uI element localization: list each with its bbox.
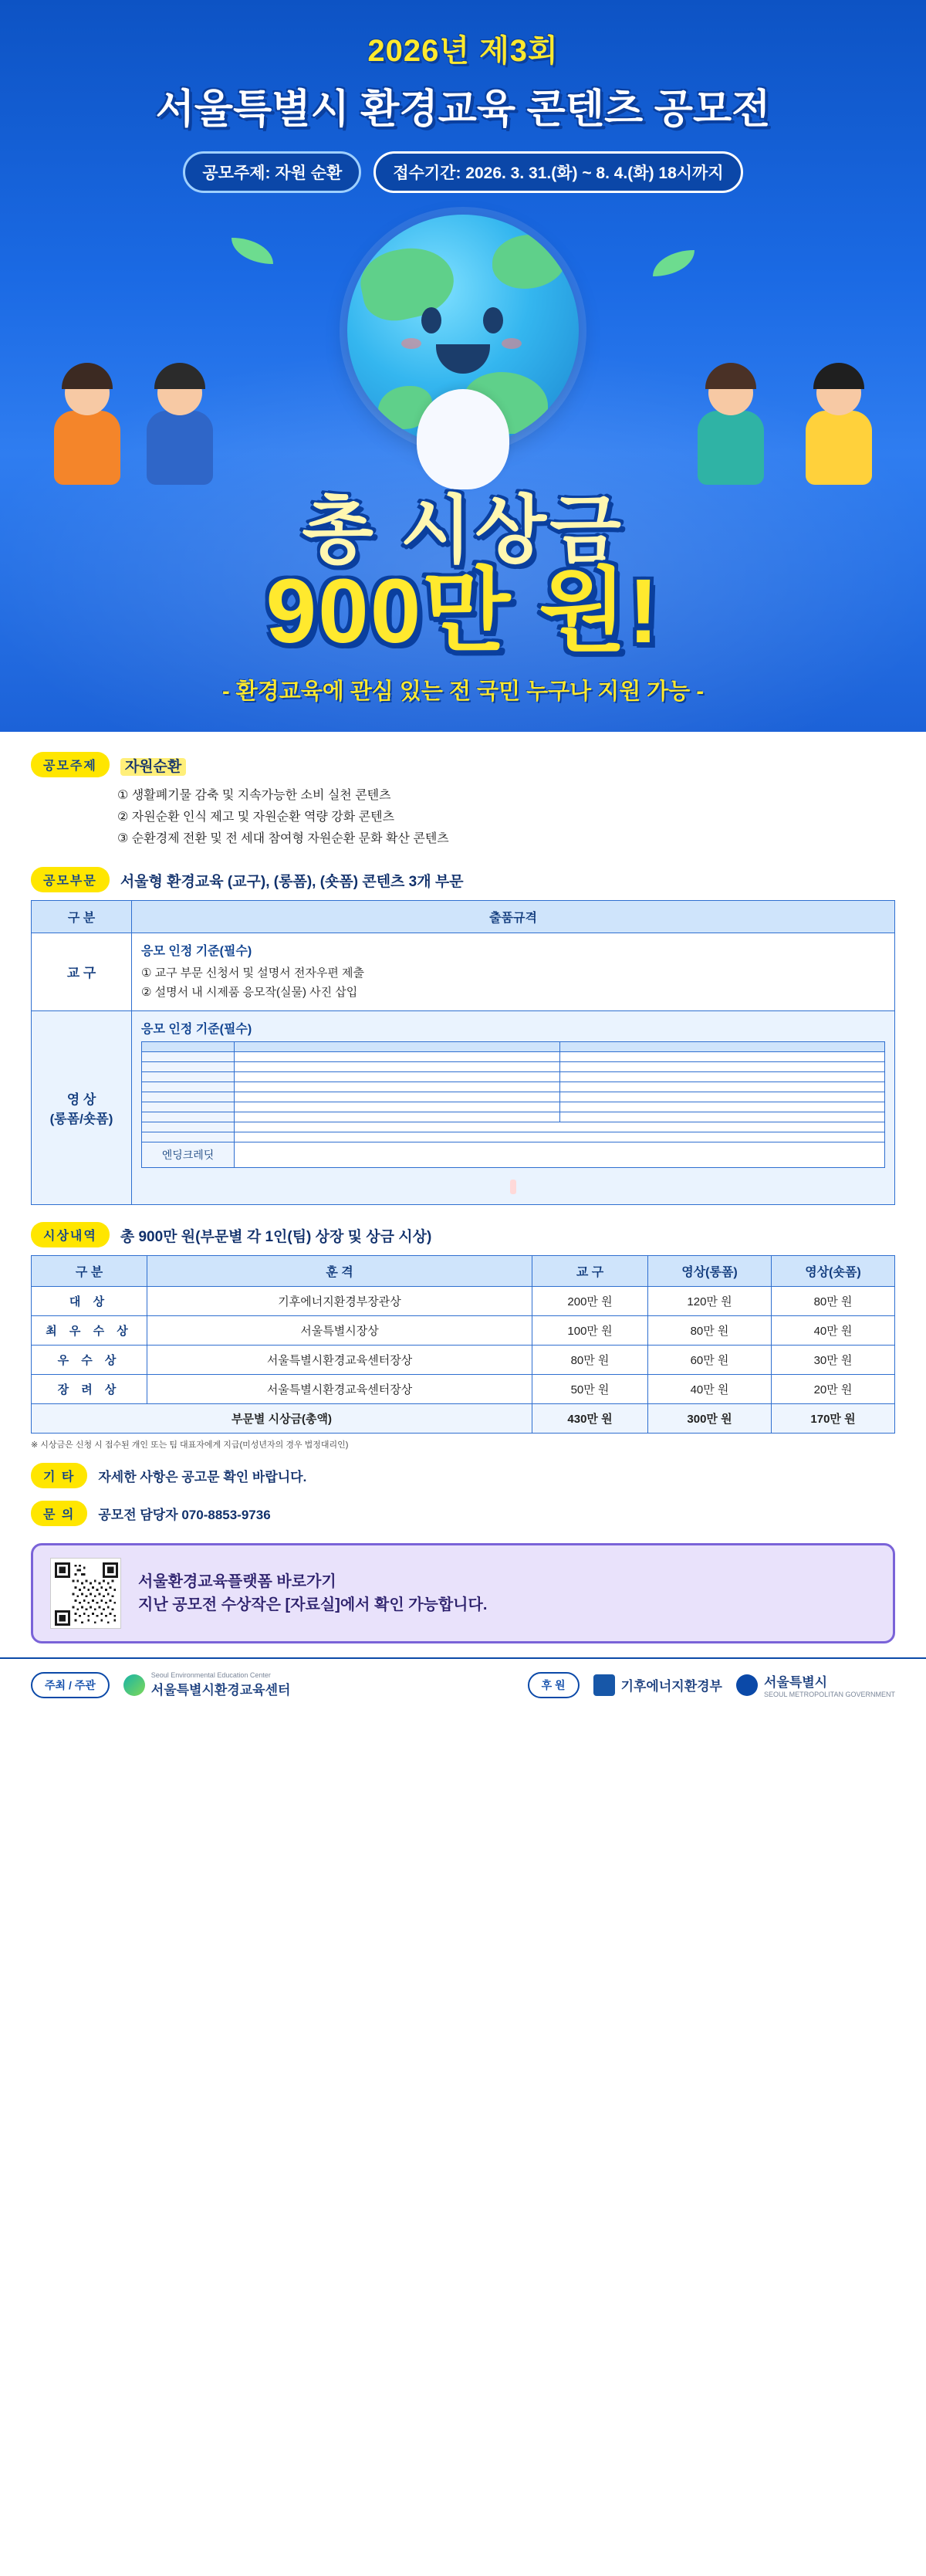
spec-key — [142, 1051, 235, 1061]
row-division-label: 영 상 (롱폼/숏폼) — [32, 1010, 132, 1205]
spec-key — [142, 1071, 235, 1082]
spec-short — [559, 1112, 885, 1122]
col-header-division: 구 분 — [32, 900, 132, 933]
division-title: 서울형 환경교육 (교구), (롱폼), (숏폼) 콘텐츠 3개 부문 — [120, 873, 464, 890]
spec-short — [559, 1051, 885, 1061]
title-small: 2026년 제3회 — [367, 34, 559, 68]
section-awards-header — [31, 1222, 895, 1247]
qr-line-2: 지난 공모전 수상작은 [자료실]에서 확인 가능합니다. — [138, 1596, 488, 1614]
spec-short — [559, 1102, 885, 1112]
awards-col-header: 교 구 — [532, 1256, 648, 1287]
kid-illustration-3 — [698, 371, 764, 485]
hand-icon — [417, 389, 509, 489]
criteria-item: ① 교구 부문 신청서 및 설명서 전자우편 제출 — [141, 966, 364, 980]
table-row — [32, 933, 895, 1010]
hero-pill-row — [0, 151, 926, 193]
table-row — [142, 1082, 885, 1092]
division-table — [31, 900, 895, 1206]
prize-line-1: 총 시상금 — [302, 489, 624, 572]
table-row — [32, 1316, 895, 1346]
spec-key — [142, 1061, 235, 1071]
qr-text — [138, 1570, 487, 1616]
table-row — [142, 1132, 885, 1142]
award-long-prize: 40만 원 — [648, 1375, 772, 1404]
host-org-title: 서울특별시환경교육센터 — [150, 1683, 291, 1698]
qr-line-1: 서울환경교육플랫폼 바로가기 — [138, 1573, 336, 1591]
award-honor: 기후에너지환경부장관상 — [147, 1287, 532, 1316]
spec-long — [235, 1051, 560, 1061]
award-rank: 우 수 상 — [32, 1346, 147, 1375]
col-header-spec: 출품규격 — [132, 900, 895, 933]
support-org — [593, 1674, 722, 1696]
hero-subtitle: - 환경교육에 관심 있는 전 국민 누구나 지원 가능 - — [221, 679, 705, 704]
leaf-icon — [653, 250, 694, 276]
section-topic-header — [31, 752, 895, 777]
award-short-prize: 80만 원 — [772, 1287, 895, 1316]
spec-long — [235, 1092, 560, 1102]
video-spec-table — [141, 1041, 885, 1168]
spec-key — [142, 1122, 235, 1132]
badge-period: 접수기간: 2026. 3. 31.(화) ~ 8. 4.(화) 18시까지 — [373, 151, 742, 193]
spec-merged — [235, 1142, 885, 1167]
award-short-prize: 40만 원 — [772, 1316, 895, 1346]
awards-title: 총 900만 원(부문별 각 1인(팀) 상장 및 상금 시상) — [120, 1229, 432, 1246]
award-rank: 장 려 상 — [32, 1375, 147, 1404]
host-label: 주최 / 주관 — [31, 1672, 110, 1698]
award-rank: 최 우 수 상 — [32, 1316, 147, 1346]
total-long: 300만 원 — [648, 1404, 772, 1434]
spec-short — [559, 1082, 885, 1092]
award-honor: 서울특별시환경교육센터장상 — [147, 1375, 532, 1404]
table-row — [32, 1010, 895, 1205]
spec-key — [142, 1082, 235, 1092]
city-org-title: 서울특별시 — [763, 1675, 828, 1691]
content-area — [0, 732, 926, 1644]
awards-col-header: 영상(숏폼) — [772, 1256, 895, 1287]
section-division-header — [31, 867, 895, 892]
table-head-row — [32, 900, 895, 933]
topic-item: ① 생활폐기물 감축 및 지속가능한 소비 실천 콘텐츠 — [117, 788, 391, 802]
spec-key — [142, 1112, 235, 1122]
total-label: 부문별 시상금(총액) — [32, 1404, 532, 1434]
table-row — [142, 1122, 885, 1132]
kid-illustration-1 — [54, 371, 120, 485]
award-tool-prize: 200만 원 — [532, 1287, 648, 1316]
spec-short — [559, 1071, 885, 1082]
leaf-icon — [231, 238, 273, 264]
video-spec-title: 응모 인정 기준(필수) — [141, 1022, 252, 1036]
total-tool: 430만 원 — [532, 1404, 648, 1434]
host-org-sub: Seoul Environmental Education Center — [150, 1671, 271, 1680]
city-org — [736, 1671, 895, 1698]
badge-topic: 공모주제: 자원 순환 — [183, 151, 361, 193]
criteria-item: ② 설명서 내 시제품 응모작(실물) 사진 삽입 — [141, 986, 358, 1000]
total-short: 170만 원 — [772, 1404, 895, 1434]
table-row — [142, 1112, 885, 1122]
award-long-prize: 60만 원 — [648, 1346, 772, 1375]
spec-merged — [235, 1122, 885, 1132]
qr-code-icon[interactable] — [50, 1558, 121, 1629]
table-head-row — [32, 1256, 895, 1287]
awards-col-header: 영상(롱폼) — [648, 1256, 772, 1287]
section-inquiry — [31, 1501, 895, 1526]
topic-item: ③ 순환경제 전환 및 전 세대 참여형 자원순환 문화 확산 콘텐츠 — [117, 831, 449, 845]
hero-titles — [0, 26, 926, 193]
table-row — [142, 1092, 885, 1102]
table-row — [142, 1102, 885, 1112]
prize-line-2: 900만 원! — [265, 560, 661, 662]
city-org-name — [764, 1671, 895, 1698]
table-row — [142, 1071, 885, 1082]
hero-section — [0, 0, 926, 732]
award-rank: 대 상 — [32, 1287, 147, 1316]
spec-key — [142, 1102, 235, 1112]
table-row-total — [32, 1404, 895, 1434]
awards-col-header: 구 분 — [32, 1256, 147, 1287]
kid-illustration-2 — [147, 371, 213, 485]
qr-banner[interactable] — [31, 1543, 895, 1643]
etc-text: 자세한 사항은 공고문 확인 바랍니다. — [98, 1470, 307, 1485]
award-honor: 서울특별시환경교육센터장상 — [147, 1346, 532, 1375]
inquiry-text: 공모전 담당자 070-8853-9736 — [98, 1508, 271, 1523]
spec-long — [235, 1061, 560, 1071]
footer — [0, 1657, 926, 1715]
award-honor: 서울특별시장상 — [147, 1316, 532, 1346]
spec-col-header — [142, 1041, 235, 1051]
illustration — [0, 207, 926, 485]
ministry-logo-icon — [593, 1674, 615, 1696]
spec-long — [235, 1102, 560, 1112]
awards-table — [31, 1255, 895, 1434]
city-org-sub: SEOUL METROPOLITAN GOVERNMENT — [763, 1691, 895, 1699]
table-row — [142, 1051, 885, 1061]
spec-col-header — [559, 1041, 885, 1051]
award-tool-prize: 80만 원 — [532, 1346, 648, 1375]
award-short-prize: 30만 원 — [772, 1346, 895, 1375]
table-row — [32, 1346, 895, 1375]
table-row — [142, 1061, 885, 1071]
seoul-eec-logo-icon — [123, 1674, 145, 1696]
kid-illustration-4 — [806, 371, 872, 485]
topic-bullets — [117, 785, 895, 850]
table-row — [32, 1287, 895, 1316]
awards-note: ※ 시상금은 신청 시 접수된 개인 또는 팀 대표자에게 지급(미성년자의 경우 법정대리인) — [31, 1440, 349, 1450]
award-short-prize: 20만 원 — [772, 1375, 895, 1404]
criteria-title: 응모 인정 기준(필수) — [141, 944, 252, 958]
tag-division: 공모부문 — [31, 867, 110, 892]
title-main: 서울특별시 환경교육 콘텐츠 공모전 — [155, 87, 771, 132]
spec-key — [142, 1092, 235, 1102]
tag-etc: 기 타 — [31, 1463, 87, 1488]
spec-merged — [235, 1132, 885, 1142]
spec-key — [142, 1132, 235, 1142]
seoul-logo-icon — [736, 1674, 758, 1696]
section-etc — [31, 1463, 895, 1488]
support-org-name: 기후에너지환경부 — [620, 1679, 722, 1694]
host-org — [123, 1671, 291, 1698]
tag-inquiry: 문 의 — [31, 1501, 87, 1526]
spec-long — [235, 1112, 560, 1122]
row-division-label: 교 구 — [32, 933, 132, 1010]
award-tool-prize: 100만 원 — [532, 1316, 648, 1346]
award-long-prize: 120만 원 — [648, 1287, 772, 1316]
host-org-name — [151, 1671, 291, 1698]
table-row — [142, 1142, 885, 1167]
spec-short — [559, 1092, 885, 1102]
table-row — [32, 1375, 895, 1404]
spec-col-header — [235, 1041, 560, 1051]
spec-long — [235, 1071, 560, 1082]
tag-awards: 시상내역 — [31, 1222, 110, 1247]
spec-long — [235, 1082, 560, 1092]
row-spec-cell — [132, 1010, 895, 1205]
support-label: 후 원 — [528, 1672, 580, 1698]
tag-topic: 공모주제 — [31, 752, 110, 777]
table-head-row — [142, 1041, 885, 1051]
spec-key: 엔딩크레딧 — [142, 1142, 235, 1167]
award-tool-prize: 50만 원 — [532, 1375, 648, 1404]
spec-short — [559, 1061, 885, 1071]
hashtag-line — [141, 1177, 885, 1197]
prize-headline — [0, 485, 926, 662]
row-spec-cell — [132, 933, 895, 1010]
topic-title: 자원순환 — [120, 752, 186, 776]
awards-col-header: 훈 격 — [147, 1256, 532, 1287]
topic-item: ② 자원순환 인식 제고 및 자원순환 역량 강화 콘텐츠 — [117, 810, 395, 824]
award-long-prize: 80만 원 — [648, 1316, 772, 1346]
